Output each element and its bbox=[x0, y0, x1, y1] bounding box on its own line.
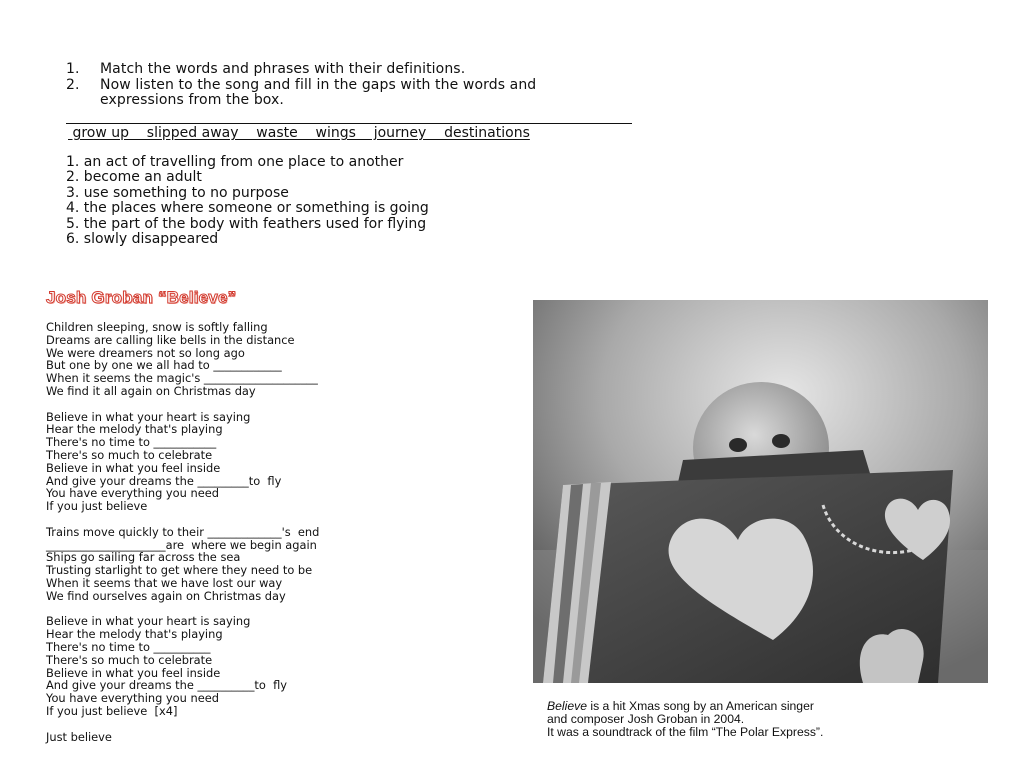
lyric-line: Trains move quickly to their _____________'s end bbox=[46, 524, 320, 539]
caption-song-name: Believe bbox=[547, 699, 587, 713]
definitions-list bbox=[66, 155, 429, 247]
caption-line-2: and composer Josh Groban in 2004. bbox=[547, 712, 745, 726]
word-box: grow up slipped away waste wings journey destinations bbox=[68, 125, 530, 141]
instruction-2 bbox=[66, 78, 686, 94]
lyric-line: You have everything you need bbox=[46, 691, 219, 706]
instructions bbox=[66, 62, 686, 109]
lyric-line: We find it all again on Christmas day bbox=[46, 383, 256, 398]
lyric-line: Dreams are calling like bells in the distance bbox=[46, 332, 295, 347]
lyric-line: There's so much to celebrate bbox=[46, 652, 213, 667]
lyric-line: If you just believe [x4] bbox=[46, 703, 178, 718]
caption-line-3: It was a soundtrack of the film “The Polar Express”. bbox=[547, 725, 824, 739]
lyric-line: There's no time to ___________ bbox=[46, 435, 217, 450]
lyric-line: And give your dreams the __________to fly bbox=[46, 678, 288, 693]
baby-in-gift-bag-photo bbox=[533, 300, 988, 683]
instruction-text: expressions from the box. bbox=[100, 92, 284, 108]
lyric-line: Believe in what your heart is saying bbox=[46, 409, 251, 424]
lyric-line: There's so much to celebrate bbox=[46, 447, 213, 462]
definition-item: 1. an act of travelling from one place to another bbox=[66, 154, 404, 170]
lyric-line: And give your dreams the _________to fly bbox=[46, 473, 282, 488]
lyric-line: We find ourselves again on Christmas day bbox=[46, 588, 286, 603]
instruction-number: 1. bbox=[66, 61, 80, 77]
lyric-line: Believe in what your heart is saying bbox=[46, 614, 251, 629]
lyric-line: If you just believe bbox=[46, 499, 148, 514]
photo-caption bbox=[547, 700, 997, 739]
definition-item: 2. become an adult bbox=[66, 169, 202, 186]
definition-item: 5. the part of the body with feathers used for flying bbox=[66, 215, 427, 232]
lyric-line: Hear the melody that's playing bbox=[46, 627, 223, 642]
lyric-line: Hear the melody that's playing bbox=[46, 422, 223, 437]
lyrics bbox=[46, 321, 446, 743]
instruction-number: 2. bbox=[66, 76, 80, 93]
photo-illustration bbox=[533, 300, 988, 683]
lyric-line: Just believe bbox=[46, 729, 112, 744]
lyric-line: Believe in what you feel inside bbox=[46, 665, 221, 680]
lyric-line: There's no time to __________ bbox=[46, 639, 211, 654]
stanza-break bbox=[46, 398, 446, 411]
instruction-1 bbox=[66, 62, 686, 78]
lyric-line: Children sleeping, snow is softly falling bbox=[46, 320, 268, 334]
lyric-line: When it seems the magic's ____________________ bbox=[46, 371, 318, 386]
instruction-text: Match the words and phrases with their definitions. bbox=[100, 61, 466, 77]
lyric-line: You have everything you need bbox=[46, 486, 219, 501]
song-title: Josh Groban “Believe” bbox=[46, 288, 237, 307]
stanza-break bbox=[46, 513, 446, 526]
instruction-2-continued bbox=[66, 93, 686, 109]
word-box-top-rule bbox=[66, 123, 632, 124]
lyric-line: But one by one we all had to ____________ bbox=[46, 358, 282, 373]
lyric-line: Ships go sailing far across the sea bbox=[46, 550, 241, 565]
lyric-line: When it seems that we have lost our way bbox=[46, 575, 283, 590]
stanza-break bbox=[46, 718, 446, 731]
lyric-line: Trusting starlight to get where they need to be bbox=[46, 563, 313, 578]
lyric-line: Believe in what you feel inside bbox=[46, 460, 221, 475]
definition-item: 6. slowly disappeared bbox=[66, 231, 219, 248]
definition-item: 3. use something to no purpose bbox=[66, 184, 289, 201]
lyric-line: We were dreamers not so long ago bbox=[46, 345, 245, 360]
instruction-text: Now listen to the song and fill in the gaps with the words and bbox=[100, 76, 537, 93]
caption-text: is a hit Xmas song by an American singer bbox=[586, 699, 814, 713]
lyric-line: _____________________are where we begin again bbox=[46, 537, 317, 552]
definition-item: 4. the places where someone or something is going bbox=[66, 200, 429, 217]
